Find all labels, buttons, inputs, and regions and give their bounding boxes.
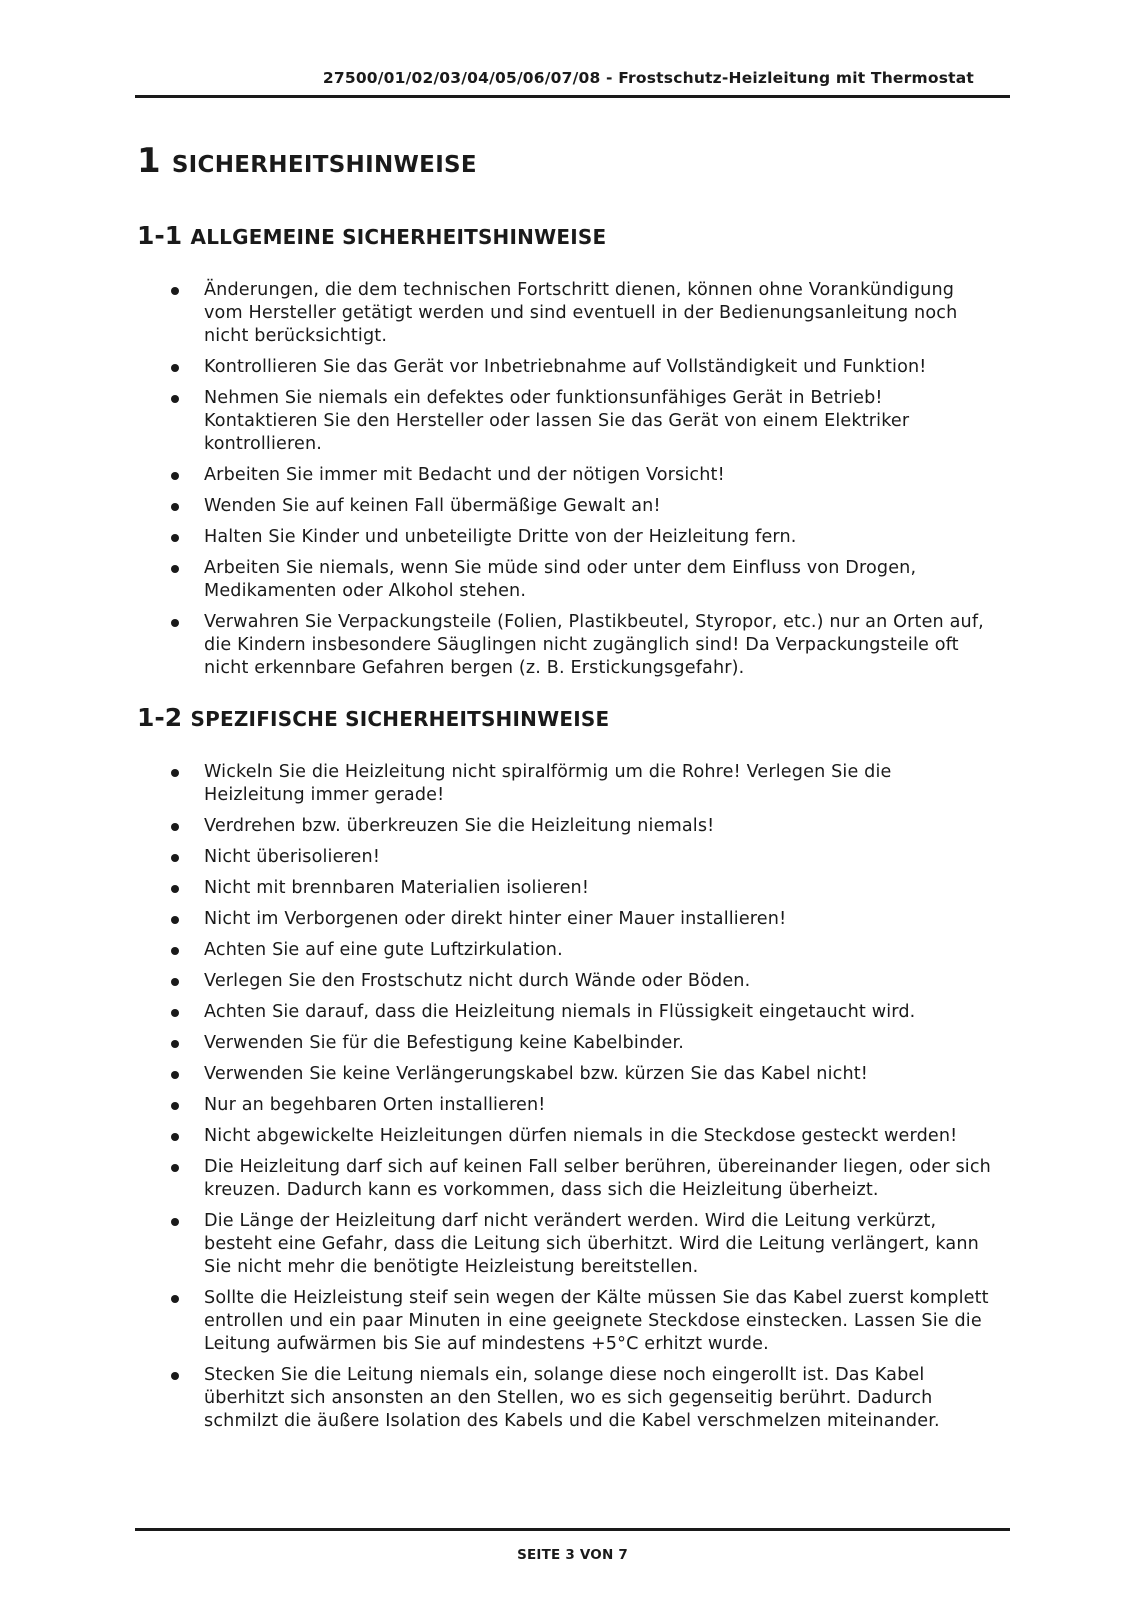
list-item-text: Wickeln Sie die Heizleitung nicht spiralförmig um die Rohre! Verlegen Sie die Heizleitung immer gerade!	[204, 762, 892, 805]
list-item-text: Sollte die Heizleistung steif sein wegen der Kälte müssen Sie das Kabel zuerst komplett entrollen und ein paar Minuten in eine geeignete Steckdose einstecken. Lassen Sie die Leitung aufwärmen bis Sie auf mindestens +5°C erhitzt wurde.	[204, 1288, 989, 1354]
list-item	[167, 356, 997, 379]
bullet-icon	[171, 1133, 179, 1141]
header-divider	[135, 95, 1010, 98]
bullet-icon	[171, 472, 179, 480]
list-item-text: Stecken Sie die Leitung niemals ein, solange diese noch eingerollt ist. Das Kabel überhitzt sich ansonsten an den Stellen, wo es sich gegenseitig berührt. Dadurch schmilzt die äußere Isolation des Kabels und die Kabel verschmelzen miteinander.	[204, 1365, 940, 1431]
page-number: SEITE 3 VON 7	[517, 1547, 628, 1563]
list-item-text: Halten Sie Kinder und unbeteiligte Dritte von der Heizleitung fern.	[204, 527, 797, 547]
bullet-icon	[171, 1040, 179, 1048]
section-title-specific	[137, 703, 609, 732]
list-item-text: Die Länge der Heizleitung darf nicht verändert werden. Wird die Leitung verkürzt, besteht eine Gefahr, dass die Leitung sich überhitzt. Wird die Leitung verlängert, kann Sie nicht mehr die benötigte Heizleistung bereitstellen.	[204, 1211, 979, 1277]
list-item-text: Änderungen, die dem technischen Fortschritt dienen, können ohne Vorankündigung vom Hersteller getätigt werden und sind eventuell in der Bedienungsanleitung noch nicht berücksichtigt.	[204, 280, 958, 346]
list-item-text: Nicht überisolieren!	[204, 847, 381, 867]
chapter-number: 1	[137, 141, 161, 181]
bullet-icon	[171, 1372, 179, 1380]
bullet-icon	[171, 1218, 179, 1226]
list-item	[167, 1156, 997, 1202]
list-item	[167, 815, 997, 838]
list-item-text: Verlegen Sie den Frostschutz nicht durch Wände oder Böden.	[204, 971, 751, 991]
list-item	[167, 761, 997, 807]
list-item	[167, 1125, 997, 1148]
chapter-title	[137, 141, 477, 181]
list-item-text: Die Heizleitung darf sich auf keinen Fall selber berühren, übereinander liegen, oder sich kreuzen. Dadurch kann es vorkommen, dass sich die Heizleitung überheizt.	[204, 1157, 991, 1200]
list-item-text: Wenden Sie auf keinen Fall übermäßige Gewalt an!	[204, 496, 661, 516]
bullet-icon	[171, 534, 179, 542]
list-item-text: Achten Sie darauf, dass die Heizleitung niemals in Flüssigkeit eingetaucht wird.	[204, 1002, 916, 1022]
list-item-text: Achten Sie auf eine gute Luftzirkulation.	[204, 940, 563, 960]
bullet-icon	[171, 1071, 179, 1079]
list-item	[167, 557, 997, 603]
page-header	[135, 68, 1010, 98]
specific-safety-list	[167, 761, 997, 1441]
list-item	[167, 1094, 997, 1117]
general-safety-list	[167, 279, 997, 688]
list-item	[167, 611, 997, 680]
list-item	[167, 1032, 997, 1055]
list-item	[167, 1001, 997, 1024]
list-item-text: Nicht mit brennbaren Materialien isolieren!	[204, 878, 590, 898]
section-number: 1-1	[137, 221, 183, 250]
bullet-icon	[171, 565, 179, 573]
bullet-icon	[171, 1295, 179, 1303]
bullet-icon	[171, 769, 179, 777]
list-item	[167, 970, 997, 993]
bullet-icon	[171, 287, 179, 295]
list-item	[167, 387, 997, 456]
list-item	[167, 846, 997, 869]
list-item	[167, 526, 997, 549]
bullet-icon	[171, 978, 179, 986]
list-item	[167, 1210, 997, 1279]
bullet-icon	[171, 947, 179, 955]
list-item	[167, 877, 997, 900]
list-item-text: Verwahren Sie Verpackungsteile (Folien, Plastikbeutel, Styropor, etc.) nur an Orten auf, die Kindern insbesondere Säuglingen nicht zugänglich sind! Da Verpackungsteile oft nicht erkennbare Gefahren bergen (z. B. Erstickungsgefahr).	[204, 612, 984, 678]
list-item-text: Arbeiten Sie niemals, wenn Sie müde sind oder unter dem Einfluss von Drogen, Medikamenten oder Alkohol stehen.	[204, 558, 917, 601]
list-item-text: Nur an begehbaren Orten installieren!	[204, 1095, 546, 1115]
list-item	[167, 1364, 997, 1433]
section-title-text: ALLGEMEINE SICHERHEITSHINWEISE	[190, 225, 607, 249]
list-item	[167, 908, 997, 931]
section-title-general	[137, 221, 606, 250]
bullet-icon	[171, 503, 179, 511]
list-item	[167, 939, 997, 962]
bullet-icon	[171, 1009, 179, 1017]
list-item-text: Kontrollieren Sie das Gerät vor Inbetriebnahme auf Vollständigkeit und Funktion!	[204, 357, 927, 377]
section-title-text: SPEZIFISCHE SICHERHEITSHINWEISE	[190, 707, 610, 731]
list-item-text: Nehmen Sie niemals ein defektes oder funktionsunfähiges Gerät in Betrieb! Kontaktieren Sie den Hersteller oder lassen Sie das Gerät von einem Elektriker kontrollieren.	[204, 388, 910, 454]
bullet-icon	[171, 916, 179, 924]
bullet-icon	[171, 1164, 179, 1172]
bullet-icon	[171, 823, 179, 831]
list-item	[167, 495, 997, 518]
chapter-title-text: SICHERHEITSHINWEISE	[171, 152, 477, 178]
list-item-text: Verwenden Sie für die Befestigung keine Kabelbinder.	[204, 1033, 684, 1053]
list-item-text: Arbeiten Sie immer mit Bedacht und der nötigen Vorsicht!	[204, 465, 725, 485]
bullet-icon	[171, 619, 179, 627]
list-item	[167, 279, 997, 348]
bullet-icon	[171, 364, 179, 372]
list-item-text: Nicht abgewickelte Heizleitungen dürfen niemals in die Steckdose gesteckt werden!	[204, 1126, 958, 1146]
bullet-icon	[171, 854, 179, 862]
section-number: 1-2	[137, 703, 183, 732]
list-item	[167, 1063, 997, 1086]
footer-divider	[135, 1528, 1010, 1531]
bullet-icon	[171, 885, 179, 893]
list-item	[167, 1287, 997, 1356]
list-item	[167, 464, 997, 487]
list-item-text: Nicht im Verborgenen oder direkt hinter einer Mauer installieren!	[204, 909, 787, 929]
bullet-icon	[171, 1102, 179, 1110]
list-item-text: Verdrehen bzw. überkreuzen Sie die Heizleitung niemals!	[204, 816, 715, 836]
header-title: 27500/01/02/03/04/05/06/07/08 - Frostschutz-Heizleitung mit Thermostat	[322, 69, 974, 87]
bullet-icon	[171, 395, 179, 403]
list-item-text: Verwenden Sie keine Verlängerungskabel bzw. kürzen Sie das Kabel nicht!	[204, 1064, 869, 1084]
